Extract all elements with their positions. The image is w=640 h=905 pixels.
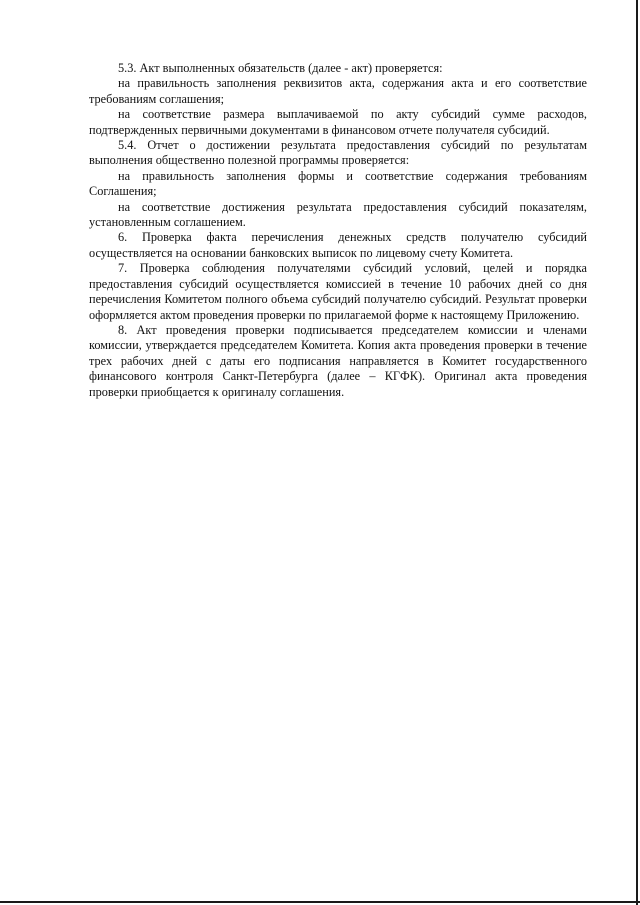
paragraph-7: 7. Проверка соблюдения получателями субсидий условий, целей и порядка предоставления субсидий осуществляется комиссией в течение 10 рабочих дней со дня перечисления Комитетом полного объема субсидий получателю субсидий. Результат проверки оформляется актом проведения проверки по прилагаемой форме к настоящему Приложению. <box>89 261 587 322</box>
paragraph-5-4-item-1: на правильность заполнения формы и соответствие содержания требованиям Соглашения; <box>89 168 587 199</box>
paragraph-5-3-item-2: на соответствие размера выплачиваемой по акту субсидий сумме расходов, подтвержденных первичными документами в финансовом отчете получателя субсидий. <box>89 107 587 137</box>
scan-edge-bottom <box>0 901 640 903</box>
paragraph-5-4: 5.4. Отчет о достижении результата предоставления субсидий по результатам выполнения общественно полезной программы проверяется: <box>89 138 587 168</box>
paragraph-8: 8. Акт проведения проверки подписывается председателем комиссии и членами комиссии, утверждается председателем Комитета. Копия акта проведения проверки в течение трех рабочих дней с даты его подписания направляется в Комитет государственного финансового контроля Санкт-Петербурга (далее – КГФК). Оригинал акта проведения проверки приобщается к оригиналу соглашения. <box>89 322 587 399</box>
paragraph-5-3-item-1: на правильность заполнения реквизитов акта, содержания акта и его соответствие требованиям соглашения; <box>89 76 587 106</box>
document-body <box>89 61 587 400</box>
paragraph-6: 6. Проверка факта перечисления денежных средств получателю субсидий осуществляется на основании банковских выписок по лицевому счету Комитета. <box>89 230 587 260</box>
paragraph-5-4-item-2: на соответствие достижения результата предоставления субсидий показателям, установленным соглашением. <box>89 199 587 230</box>
paragraph-5-3: 5.3. Акт выполненных обязательств (далее - акт) проверяется: <box>118 61 443 75</box>
scan-edge-right <box>636 0 638 905</box>
